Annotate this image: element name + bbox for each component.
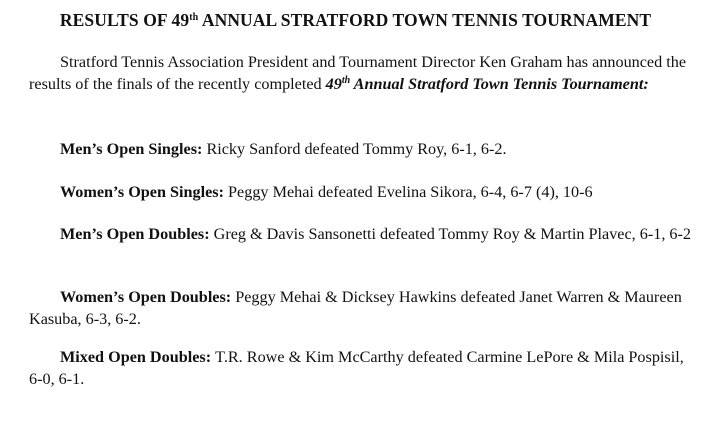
intro-text: Stratford Tennis Association President and Tournament Director Ken Graham has announced the results of the finals of the recently completed bbox=[29, 53, 687, 93]
result-category: Women’s Open Singles bbox=[60, 183, 219, 201]
result-text: Peggy Mehai defeated Evelina Sikora, 6-4, 6-7 (4), 10-6 bbox=[228, 183, 593, 201]
result-text: Ricky Sanford defeated Tommy Roy, 6-1, 6-2. bbox=[206, 140, 507, 158]
result-mixed-open-doubles bbox=[29, 346, 693, 390]
result-category: Mixed Open Doubles: bbox=[60, 348, 212, 366]
result-womens-open-doubles bbox=[29, 286, 693, 330]
result-category: Men’s Open Doubles bbox=[60, 225, 205, 243]
event-name-prefix: 49 bbox=[325, 75, 342, 93]
title-ordinal-suffix: th bbox=[189, 12, 199, 23]
result-text: Greg & Davis Sansonetti defeated Tommy Roy & Martin Plavec, 6-1, 6-2 bbox=[213, 225, 691, 243]
result-category: Women’s Open Doubles bbox=[60, 288, 226, 306]
result-separator: : bbox=[225, 288, 236, 306]
event-name-suffix: Annual Stratford Town Tennis Tournament: bbox=[350, 75, 649, 93]
result-mens-open-singles bbox=[29, 138, 693, 160]
result-category: Men’s Open Singles bbox=[60, 140, 198, 158]
event-name bbox=[326, 75, 649, 93]
result-separator: : bbox=[197, 140, 207, 158]
intro-paragraph bbox=[29, 51, 693, 95]
result-mens-open-doubles bbox=[29, 223, 693, 245]
result-separator: : bbox=[218, 183, 229, 201]
document-title bbox=[0, 10, 711, 31]
title-suffix: ANNUAL STRATFORD TOWN TENNIS TOURNAMENT bbox=[198, 10, 652, 30]
result-text: T.R. Rowe & Kim McCarthy defeated Carmine LePore & Mila Pospisil, 6-0, 6-1. bbox=[29, 348, 684, 388]
result-separator: : bbox=[204, 225, 214, 243]
title-prefix: RESULTS OF 49 bbox=[59, 10, 190, 30]
result-text: Peggy Mehai & Dicksey Hawkins defeated Janet Warren & Maureen Kasuba, 6-3, 6-2. bbox=[29, 288, 682, 328]
result-womens-open-singles bbox=[29, 181, 693, 203]
event-name-ordinal-suffix: th bbox=[341, 75, 351, 86]
